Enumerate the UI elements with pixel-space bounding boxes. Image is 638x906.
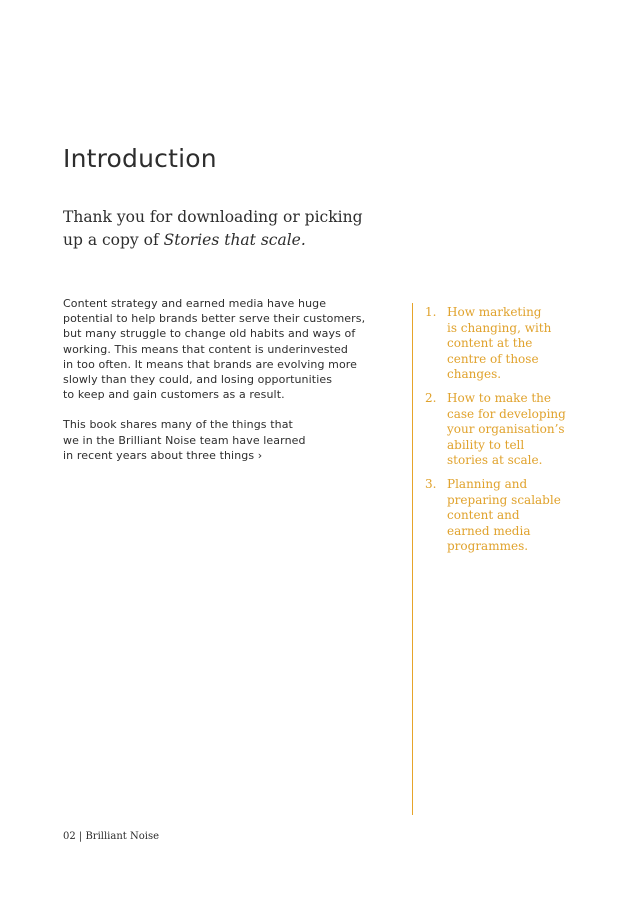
body-line: we in the Brilliant Noise team have learned [63, 433, 306, 447]
list-item [425, 391, 585, 469]
list-line: centre of those [447, 351, 539, 366]
subtitle-line-2 [63, 229, 423, 252]
body-line: to keep and gain customers as a result. [63, 388, 285, 402]
list-line: programmes. [447, 539, 529, 554]
list-item [425, 305, 585, 383]
list-number: 3. [425, 476, 437, 491]
list-line: your organisation’s [447, 422, 565, 437]
sidebar-divider [412, 303, 413, 815]
body-text-column [63, 296, 393, 478]
intro-subtitle [63, 206, 423, 252]
list-line: ability to tell [447, 437, 525, 452]
list-line: How to make the [447, 390, 552, 405]
body-line: Content strategy and earned media have huge [63, 297, 327, 310]
list-item [425, 477, 585, 555]
list-line: content at the [447, 336, 533, 351]
list-line: is changing, with [447, 320, 552, 335]
list-line: Planning and [447, 476, 528, 491]
body-line: potential to help brands better serve their customers, [63, 312, 366, 326]
body-line: This book shares many of the things that [63, 418, 293, 432]
list-number: 1. [425, 305, 437, 319]
body-line: in too often. It means that brands are evolving more [63, 357, 358, 371]
page-footer: 02 | Brilliant Noise [63, 831, 159, 842]
body-line: slowly than they could, and losing opportunities [63, 373, 333, 387]
list-line: earned media [447, 523, 531, 538]
subtitle-prefix: up a copy of [63, 231, 164, 249]
list-item-text [447, 391, 585, 469]
page-title: Introduction [63, 144, 217, 173]
body-line: working. This means that content is underinvested [63, 342, 348, 356]
list-item-text [447, 477, 585, 555]
list-line: case for developing [447, 406, 566, 421]
body-line: but many struggle to change old habits and ways of [63, 327, 356, 341]
three-things-list [425, 305, 585, 563]
list-line: preparing scalable [447, 492, 561, 507]
book-title: Stories that scale. [163, 231, 306, 249]
list-line: changes. [447, 367, 502, 382]
list-line: stories at scale. [447, 453, 543, 468]
list-number: 2. [425, 390, 437, 405]
body-line: in recent years about three things › [63, 448, 263, 462]
list-line: How marketing [447, 305, 542, 319]
body-paragraph-2 [63, 417, 393, 463]
subtitle-line-1: Thank you for downloading or picking [63, 208, 363, 226]
list-item-text [447, 305, 585, 383]
list-line: content and [447, 508, 520, 523]
body-paragraph-1 [63, 296, 393, 402]
